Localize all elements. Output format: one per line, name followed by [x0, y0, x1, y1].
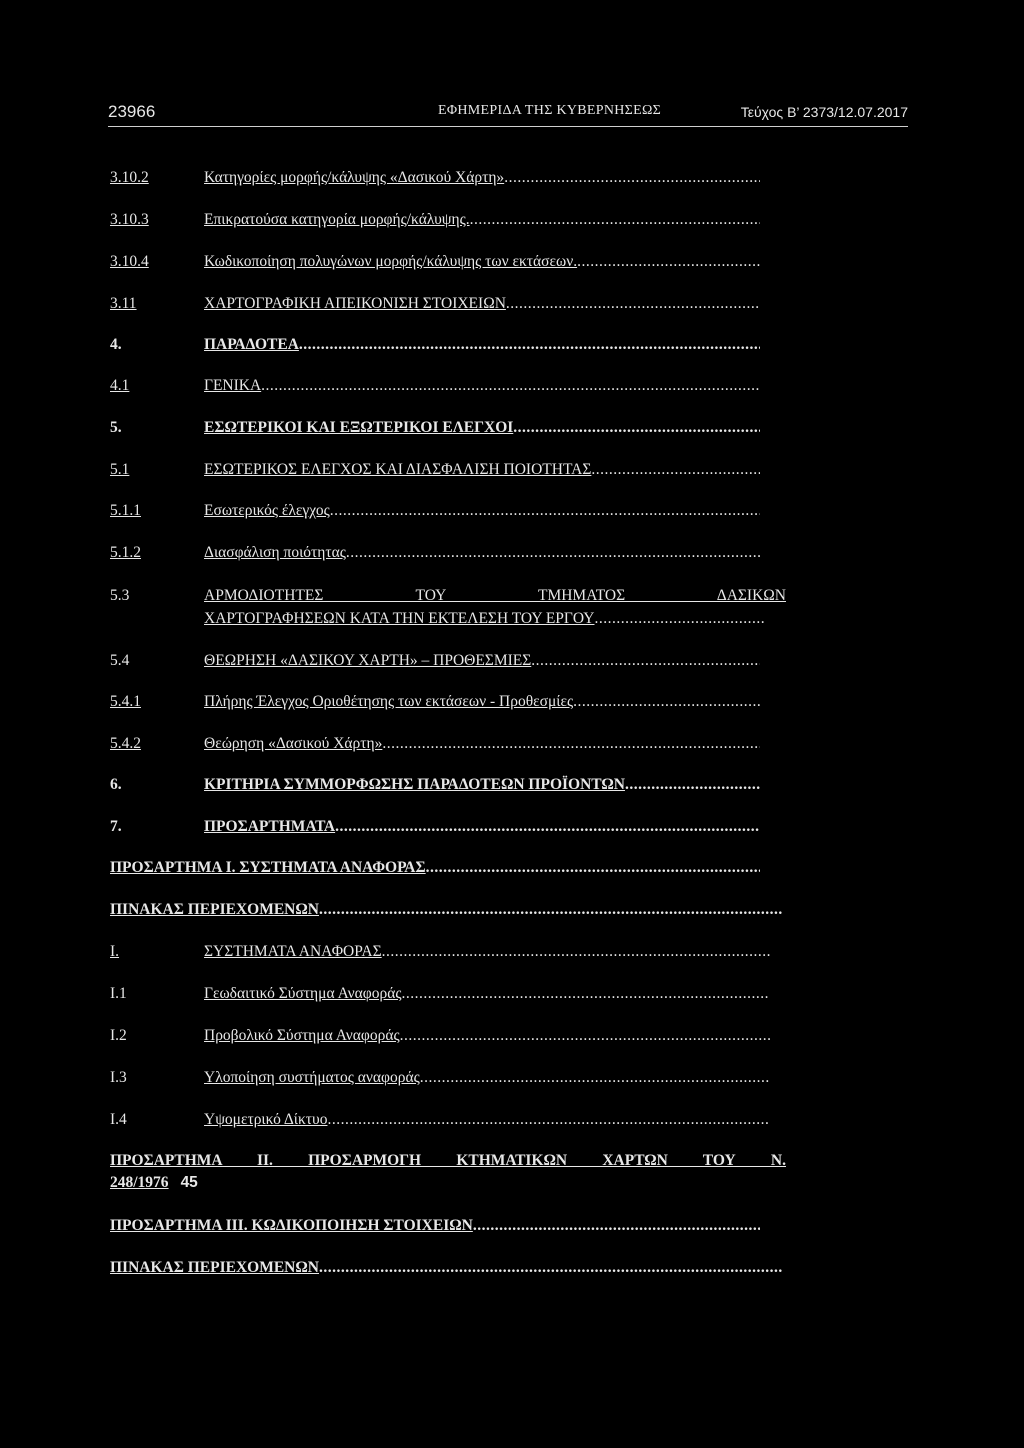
toc-entry-I-1[interactable]: [110, 983, 770, 1005]
dot-leader: [531, 650, 760, 672]
toc-entry-5-4-1[interactable]: [110, 691, 760, 713]
dot-leader: [299, 334, 760, 356]
dot-leader: [400, 1025, 770, 1047]
toc-number: 5.1.1: [110, 502, 141, 519]
toc-title: ΧΑΡΤΟΓΡΑΦΙΚΗ ΑΠΕΙΚΟΝΙΣΗ ΣΤΟΙΧΕΙΩΝ: [204, 295, 506, 312]
toc-title: ΣΥΣΤΗΜΑΤΑ ΑΝΑΦΟΡΑΣ: [204, 943, 382, 960]
toc-number: 4.1: [110, 377, 130, 394]
toc-entry-I-4[interactable]: [110, 1109, 770, 1131]
dot-leader: [401, 983, 770, 1005]
toc-title: Εσωτερικός έλεγχος: [204, 502, 330, 519]
journal-title: ΕΦΗΜΕΡΙΔΑ ΤΗΣ ΚΥΒΕΡΝΗΣΕΩΣ: [438, 103, 662, 118]
dot-leader: [346, 542, 760, 564]
toc-title-line1: ΠΡΟΣΑΡΤΗΜΑ ΙΙ. ΠΡΟΣΑΡΜΟΓΗ ΚΤΗΜΑΤΙΚΩΝ ΧΑΡΤΩΝ ΤΟΥ Ν.: [110, 1152, 786, 1169]
toc-title: ΠΙΝΑΚΑΣ ΠΕΡΙΕΧΟΜΕΝΩΝ: [110, 1259, 319, 1276]
toc-number: 5.4.1: [110, 693, 141, 710]
toc-title: ΠΡΟΣΑΡΤΗΜΑ ΙΙΙ. ΚΩΔΙΚΟΠΟΙΗΣΗ ΣΤΟΙΧΕΙΩΝ: [110, 1217, 473, 1234]
toc-title: ΕΣΩΤΕΡΙΚΟΣ ΕΛΕΓΧΟΣ ΚΑΙ ΔΙΑΣΦΑΛΙΣΗ ΠΟΙΟΤΗΤΑΣ: [204, 461, 592, 478]
toc-title: Πλήρης Έλεγχος Οριοθέτησης των εκτάσεων - Προθεσμίες: [204, 693, 574, 710]
toc-entry-contents-1[interactable]: [110, 899, 782, 921]
toc-number: 3.11: [110, 295, 137, 312]
toc-number: 5.1: [110, 461, 130, 478]
toc-number: 6.: [110, 776, 122, 793]
dot-leader: [577, 251, 760, 273]
dot-leader: [330, 500, 760, 522]
toc-entry-appendix-2[interactable]: [110, 1150, 786, 1194]
toc-entry-3-10-3[interactable]: [110, 209, 760, 231]
toc-number: Ι.3: [110, 1069, 127, 1086]
dot-leader: [420, 1067, 770, 1089]
toc-entry-3-11[interactable]: [110, 293, 760, 315]
toc-number: Ι.4: [110, 1111, 127, 1128]
toc-title: Υλοποίηση συστήματος αναφοράς: [204, 1069, 420, 1086]
toc-entry-5-1[interactable]: [110, 459, 760, 481]
toc-number: 5.4: [110, 652, 130, 669]
toc-number: Ι.: [110, 943, 120, 960]
page-header: [108, 100, 908, 127]
dot-leader: [382, 733, 760, 755]
dot-leader: [319, 1257, 782, 1279]
toc-title: ΕΣΩΤΕΡΙΚΟΙ ΚΑΙ ΕΞΩΤΕΡΙΚΟΙ ΕΛΕΓΧΟΙ: [204, 419, 514, 436]
toc-entry-I-2[interactable]: [110, 1025, 770, 1047]
toc-number: 4.: [110, 336, 122, 353]
toc-number: 5.1.2: [110, 544, 141, 561]
dot-leader: [573, 691, 760, 713]
toc-entry-3-10-2[interactable]: [110, 167, 760, 189]
dot-leader: [261, 375, 760, 397]
dot-leader: [591, 459, 760, 481]
dot-leader: [470, 209, 760, 231]
dot-leader: [506, 293, 760, 315]
toc-title: ΓΕΝΙΚΑ: [204, 377, 262, 394]
toc-title: ΠΡΟΣΑΡΤΗΜΑΤΑ: [204, 818, 336, 835]
dot-leader: [382, 941, 770, 963]
toc-title-line2: 248/1976: [110, 1174, 169, 1191]
toc-entry-4-1[interactable]: [110, 375, 760, 397]
dot-leader: [625, 774, 760, 796]
toc-title-line2: ΧΑΡΤΟΓΡΑΦΗΣΕΩΝ ΚΑΤΑ ΤΗΝ ΕΚΤΕΛΕΣΗ ΤΟΥ ΕΡΓΟΥ: [204, 610, 595, 627]
dot-leader: [513, 417, 760, 439]
dot-leader: [327, 1109, 770, 1131]
toc-title: Κωδικοποίηση πολυγώνων μορφής/κάλυψης των εκτάσεων.: [204, 253, 578, 270]
toc-entry-contents-2[interactable]: [110, 1257, 782, 1279]
toc-title: Επικρατούσα κατηγορία μορφής/κάλυψης.: [204, 211, 470, 228]
toc-entry-7[interactable]: [110, 816, 760, 838]
toc-entry-appendix-1[interactable]: [110, 857, 760, 879]
toc-title: Θεώρηση «Δασικού Χάρτη»: [204, 735, 383, 752]
dot-leader: [426, 857, 760, 879]
toc-number: 5.: [110, 419, 122, 436]
page-number: 23966: [108, 102, 156, 121]
toc-entry-5[interactable]: [110, 417, 760, 439]
toc-entry-5-1-1[interactable]: [110, 500, 760, 522]
toc-page-number: 45: [180, 1174, 198, 1191]
toc-entry-appendix-3[interactable]: [110, 1215, 760, 1237]
issue-info: Τεύχος Β’ 2373/12.07.2017: [740, 104, 908, 120]
toc-entry-4[interactable]: [110, 334, 760, 356]
dot-leader: [335, 816, 760, 838]
toc-number: Ι.1: [110, 985, 127, 1002]
toc-number: 5.4.2: [110, 735, 141, 752]
toc-entry-5-4-2[interactable]: [110, 733, 760, 755]
toc-number: 3.10.2: [110, 169, 149, 186]
dot-leader: [595, 607, 765, 630]
toc-title: Υψομετρικό Δίκτυο: [204, 1111, 328, 1128]
toc-title: ΘΕΩΡΗΣΗ «ΔΑΣΙΚΟΥ ΧΑΡΤΗ» – ΠΡΟΘΕΣΜΙΕΣ: [204, 652, 532, 669]
toc-number: 3.10.3: [110, 211, 149, 228]
toc-entry-6[interactable]: [110, 774, 760, 796]
toc-title-line1: ΑΡΜΟΔΙΟΤΗΤΕΣ ΤΟΥ ΤΜΗΜΑΤΟΣ ΔΑΣΙΚΩΝ: [204, 587, 786, 604]
toc-title: ΚΡΙΤΗΡΙΑ ΣΥΜΜΟΡΦΩΣΗΣ ΠΑΡΑΔΟΤΕΩΝ ΠΡΟΪΟΝΤΩΝ: [204, 776, 625, 793]
toc-number: 7.: [110, 818, 122, 835]
dot-leader: [319, 899, 782, 921]
dot-leader: [504, 167, 760, 189]
toc-number: Ι.2: [110, 1027, 127, 1044]
toc-title: ΠΙΝΑΚΑΣ ΠΕΡΙΕΧΟΜΕΝΩΝ: [110, 901, 319, 918]
toc-title: ΠΡΟΣΑΡΤΗΜΑ Ι. ΣΥΣΤΗΜΑΤΑ ΑΝΑΦΟΡΑΣ: [110, 859, 426, 876]
toc-title: ΠΑΡΑΔΟΤΕΑ: [204, 336, 299, 353]
toc-number: 3.10.4: [110, 253, 149, 270]
toc-number: 5.3: [110, 587, 130, 604]
toc-entry-I-3[interactable]: [110, 1067, 770, 1089]
toc-entry-5-1-2[interactable]: [110, 542, 760, 564]
toc-title: Κατηγορίες μορφής/κάλυψης «Δασικού Χάρτη»: [204, 169, 505, 186]
toc-title: Γεωδαιτικό Σύστημα Αναφοράς: [204, 985, 402, 1002]
toc-entry-3-10-4[interactable]: [110, 251, 760, 273]
toc-title: Προβολικό Σύστημα Αναφοράς: [204, 1027, 400, 1044]
toc-entry-5-4[interactable]: [110, 650, 760, 672]
toc-title: Διασφάλιση ποιότητας: [204, 544, 346, 561]
dot-leader: [473, 1215, 760, 1237]
toc-entry-I[interactable]: [110, 941, 770, 963]
